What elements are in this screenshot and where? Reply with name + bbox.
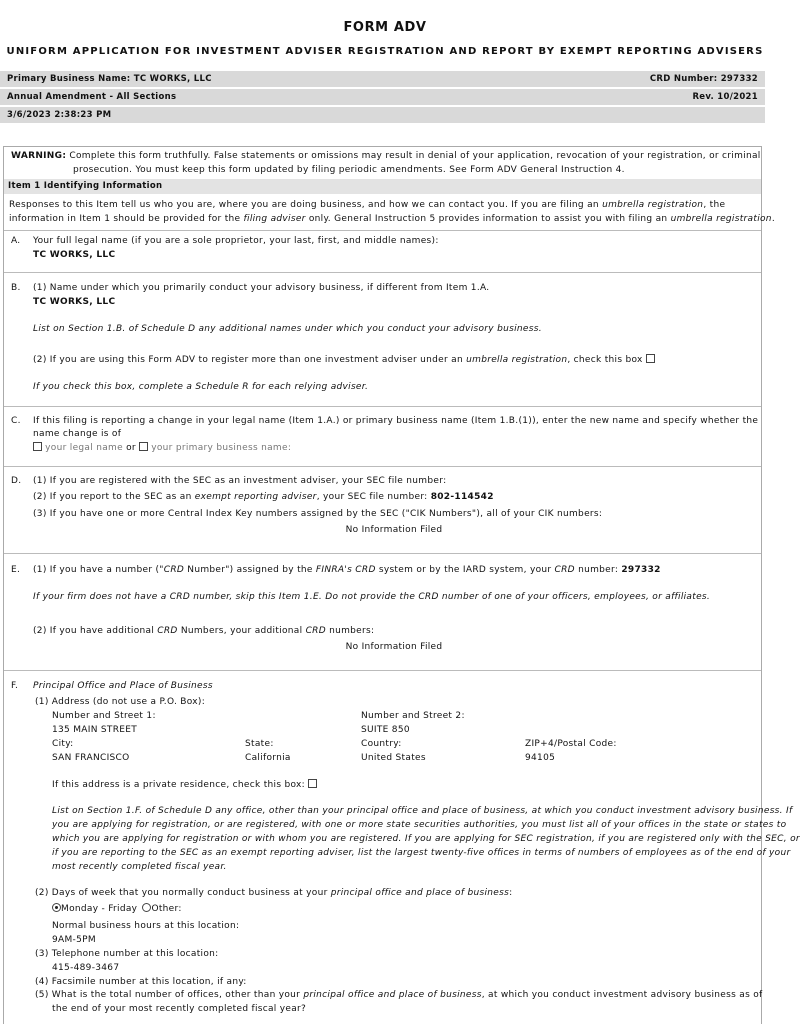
item-a-letter: A. <box>11 236 21 246</box>
divider <box>4 670 761 671</box>
item1-heading: Item 1 Identifying Information <box>4 179 761 194</box>
form-title: FORM ADV <box>343 20 427 35</box>
item-b-note2: If you check this box, complete a Schedule R for each relying adviser. <box>33 382 369 392</box>
crd-number-value: 297332 <box>621 565 661 575</box>
item-e-q1: (1) If you have a number ("CRD Number") assigned by the FINRA's CRD system or by the IARD system, your CRD number: 297332 <box>33 565 661 575</box>
street2-label: Number and Street 2: <box>361 711 465 721</box>
crd-number: CRD Number: 297332 <box>649 74 758 84</box>
amendment-type: Annual Amendment - All Sections <box>7 92 177 102</box>
item-d-q3: (3) If you have one or more Central Index Key numbers assigned by the SEC ("CIK Numbers"), all of your CIK numbers: <box>33 509 603 519</box>
divider <box>4 466 761 467</box>
street1-label: Number and Street 1: <box>52 711 156 721</box>
days-options: Monday - Friday Other: <box>52 903 182 914</box>
schedule-d-note-line: if you are reporting to the SEC as an exempt reporting adviser, list the largest twenty-five offices in terms of numbers of employees as of the end of your <box>52 848 791 858</box>
offices-question: (5) What is the total number of offices, other than your principal office and place of business, at which you conduct investment advisory business as of <box>35 990 763 1000</box>
form-subtitle: UNIFORM APPLICATION FOR INVESTMENT ADVISER REGISTRATION AND REPORT BY EXEMPT REPORTING ADVISERS <box>6 46 764 57</box>
item-c-line2: name change is of <box>33 429 122 439</box>
cik-no-info: No Information Filed <box>345 525 443 535</box>
item-c-letter: C. <box>11 416 21 426</box>
sec-file-number: 802-114542 <box>430 492 494 502</box>
state-label: State: <box>245 739 274 749</box>
warning-line1: WARNING: Complete this form truthfully. False statements or omissions may result in denial of your application, revocation of your registration, or criminal <box>11 151 761 161</box>
warning-line2: prosecution. You must keep this form updated by filing periodic amendments. See Form ADV General Instruction 4. <box>73 165 625 175</box>
phone-value: 415-489-3467 <box>52 963 120 973</box>
country-value: United States <box>361 753 426 763</box>
private-residence-row: If this address is a private residence, check this box: <box>52 779 317 790</box>
offices-question-line2: the end of your most recently completed fiscal year? <box>52 1004 307 1014</box>
amendment-row <box>0 89 765 105</box>
schedule-d-note-line: which you are applying for registration or with whom you are registered. If you are applying for SEC registration, if you are registered only with the SEC, or <box>52 834 800 844</box>
divider <box>4 272 761 273</box>
street2-value: SUITE 850 <box>361 725 410 735</box>
country-label: Country: <box>361 739 402 749</box>
city-value: SAN FRANCISCO <box>52 753 130 763</box>
item-f-letter: F. <box>11 681 19 691</box>
business-name-row <box>0 71 765 87</box>
item-e-q2: (2) If you have additional CRD Numbers, your additional CRD numbers: <box>33 626 375 636</box>
hours-label: Normal business hours at this location: <box>52 921 240 931</box>
schedule-d-note <box>52 806 800 876</box>
warning-label: WARNING: <box>11 151 67 161</box>
item-d-letter: D. <box>11 476 22 486</box>
item-b-a1: TC WORKS, LLC <box>33 297 116 307</box>
item1-intro-line1: Responses to this Item tell us who you are, where you are doing business, and how we can contact you. If you are filing an umbrella registration, the <box>9 200 726 210</box>
item-a-answer: TC WORKS, LLC <box>33 250 116 260</box>
city-label: City: <box>52 739 74 749</box>
schedule-d-note-line: most recently completed fiscal year. <box>52 862 227 872</box>
item-c-options: your legal name or your primary business name: <box>33 442 291 453</box>
divider <box>4 406 761 407</box>
street1-value: 135 MAIN STREET <box>52 725 138 735</box>
zip-value: 94105 <box>525 753 556 763</box>
primary-business-name: Primary Business Name: TC WORKS, LLC <box>7 74 212 84</box>
item-b-letter: B. <box>11 283 21 293</box>
address-question: (1) Address (do not use a P.O. Box): <box>35 697 206 707</box>
item-f-heading: Principal Office and Place of Business <box>33 681 213 691</box>
days-question: (2) Days of week that you normally conduct business at your principal office and place of business: <box>35 888 513 898</box>
state-value: California <box>245 753 291 763</box>
phone-question: (3) Telephone number at this location: <box>35 949 219 959</box>
item-e-letter: E. <box>11 565 21 575</box>
divider <box>4 553 761 554</box>
timestamp: 3/6/2023 2:38:23 PM <box>7 110 112 120</box>
timestamp-row <box>0 107 765 123</box>
crd-no-info: No Information Filed <box>345 642 443 652</box>
item-a-question: Your full legal name (if you are a sole proprietor, your last, first, and middle names): <box>33 236 439 246</box>
item-b-note1: List on Section 1.B. of Schedule D any additional names under which you conduct your advisory business. <box>33 324 542 334</box>
item-e-note: If your firm does not have a CRD number, skip this Item 1.E. Do not provide the CRD number of one of your officers, employees, or affiliates. <box>33 592 711 602</box>
hours-value: 9AM-5PM <box>52 935 96 945</box>
item-c-line1: If this filing is reporting a change in your legal name (Item 1.A.) or primary business name (Item 1.B.(1)), enter the new name and specify whether the <box>33 416 759 426</box>
schedule-d-note-line: you are applying for registration, or are registered, with one or more state securities authorities, you must list all of your offices in the state or states to <box>52 820 787 830</box>
primary-business-name-checkbox[interactable] <box>139 442 148 451</box>
revision: Rev. 10/2021 <box>692 92 758 102</box>
item-b-q1: (1) Name under which you primarily conduct your advisory business, if different from Item 1.A. <box>33 283 490 293</box>
private-residence-checkbox[interactable] <box>308 779 317 788</box>
monday-friday-radio[interactable] <box>52 903 61 912</box>
umbrella-registration-checkbox[interactable] <box>646 354 655 363</box>
fax-question: (4) Facsimile number at this location, if any: <box>35 977 247 987</box>
legal-name-checkbox[interactable] <box>33 442 42 451</box>
item-d-q2: (2) If you report to the SEC as an exempt reporting adviser, your SEC file number: 802-114542 <box>33 492 494 502</box>
schedule-d-note-line: List on Section 1.F. of Schedule D any office, other than your principal office and place of business, at which you conduct investment advisory business. If <box>52 806 793 816</box>
item1-intro-line2: information in Item 1 should be provided for the filing adviser only. General Instruction 5 provides information to assist you with filing an umbrella registration. <box>9 214 775 224</box>
item-d-q1: (1) If you are registered with the SEC as an investment adviser, your SEC file number: <box>33 476 447 486</box>
item-b-q2: (2) If you are using this Form ADV to register more than one investment adviser under an umbrella registration, check this box <box>33 354 655 365</box>
divider <box>4 230 761 231</box>
zip-label: ZIP+4/Postal Code: <box>525 739 617 749</box>
